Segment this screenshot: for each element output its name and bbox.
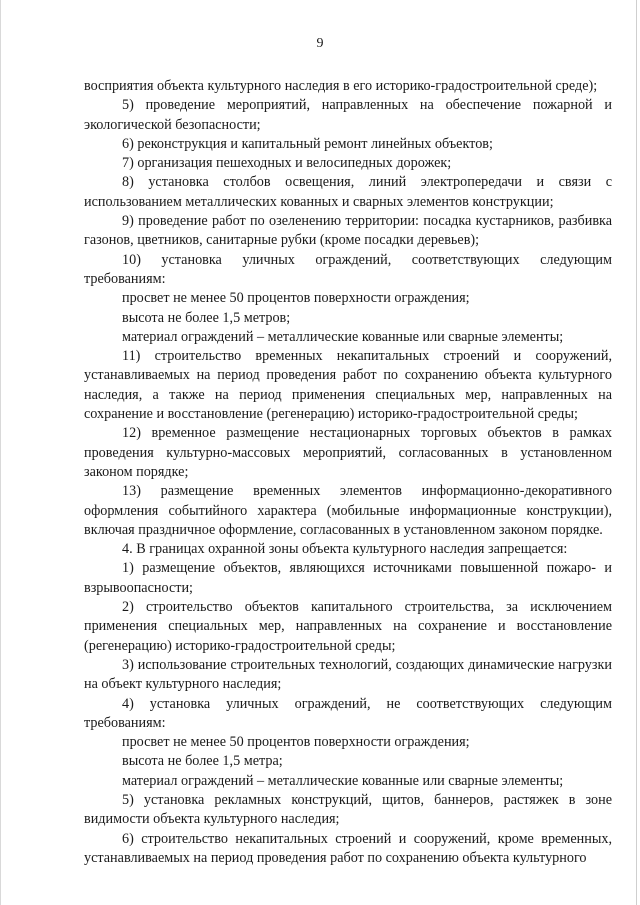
paragraph: 6) реконструкция и капитальный ремонт линейных объектов; [122, 135, 493, 152]
sub-item-paragraph: материал ограждений – металлические кованные или сварные элементы; [122, 772, 564, 789]
paragraph: 4. В границах охранной зоны объекта культурного наследия запрещается: [122, 541, 568, 558]
sub-item-paragraph: материал ограждений – металлические кованные или сварные элементы; [122, 328, 564, 345]
paragraph: 9) проведение работ по озеленению территории: посадка кустарников, разбивка газонов, цветников, санитарные рубки (кроме посадки деревьев); [84, 213, 612, 249]
paragraph: 11) строительство временных некапитальных строений и сооружений, устанавливаемых на период проведения работ по сохранению объекта культурного наследия, а также на период применения специальных мер, направленных на сохранение и восстановление (регенерацию) историко-градостроительной среды; [84, 348, 612, 423]
page-number: 9 [316, 36, 324, 51]
paragraph: 5) установка рекламных конструкций, щитов, баннеров, растяжек в зоне видимости объекта культурного наследия; [84, 791, 612, 828]
paragraph: 5) проведение мероприятий, направленных на обеспечение пожарной и экологической безопасности; [84, 97, 612, 133]
paragraph: 8) установка столбов освещения, линий электропередачи и связи с использованием металлических кованных и сварных элементов конструкции; [84, 174, 612, 210]
sub-item-paragraph: просвет не менее 50 процентов поверхности ограждения; [122, 734, 470, 751]
paragraph: 6) строительство некапитальных строений и сооружений, кроме временных, устанавливаемых на период проведения работ по сохранению объекта культурного [84, 830, 612, 866]
paragraph: восприятия объекта культурного наследия в его историко-градостроительной среде); [84, 78, 598, 94]
paragraph: 13) размещение временных элементов информационно-декоративного оформления событийного характера (мобильные информационные конструкции), включая праздничное оформление, согласованных в установленном законом порядке. [84, 483, 612, 538]
paragraph: 4) установка уличных ограждений, не соответствующих следующим требованиям: [84, 695, 612, 731]
sub-item-paragraph: высота не более 1,5 метра; [122, 753, 283, 770]
sub-item-paragraph: просвет не менее 50 процентов поверхности ограждения; [122, 290, 470, 307]
scan-edge-right [636, 0, 637, 905]
document-body [84, 77, 612, 868]
paragraph: 1) размещение объектов, являющихся источниками повышенной пожаро- и взрывоопасности; [84, 560, 612, 596]
scan-edge-left [0, 0, 1, 905]
paragraph: 7) организация пешеходных и велосипедных дорожек; [122, 155, 452, 172]
sub-item-paragraph: высота не более 1,5 метров; [122, 309, 291, 326]
paragraph: 10) установка уличных ограждений, соответствующих следующим требованиям: [84, 251, 612, 287]
paragraph: 2) строительство объектов капитального строительства, за исключением применения специальных мер, направленных на сохранение и восстановление (регенерацию) историко-градостроительной среды; [84, 599, 612, 654]
paragraph: 12) временное размещение нестационарных торговых объектов в рамках проведения культурно-массовых мероприятий, согласованных в установленном законом порядке; [84, 425, 612, 480]
paragraph: 3) использование строительных технологий, создающих динамические нагрузки на объект культурного наследия; [84, 656, 612, 693]
